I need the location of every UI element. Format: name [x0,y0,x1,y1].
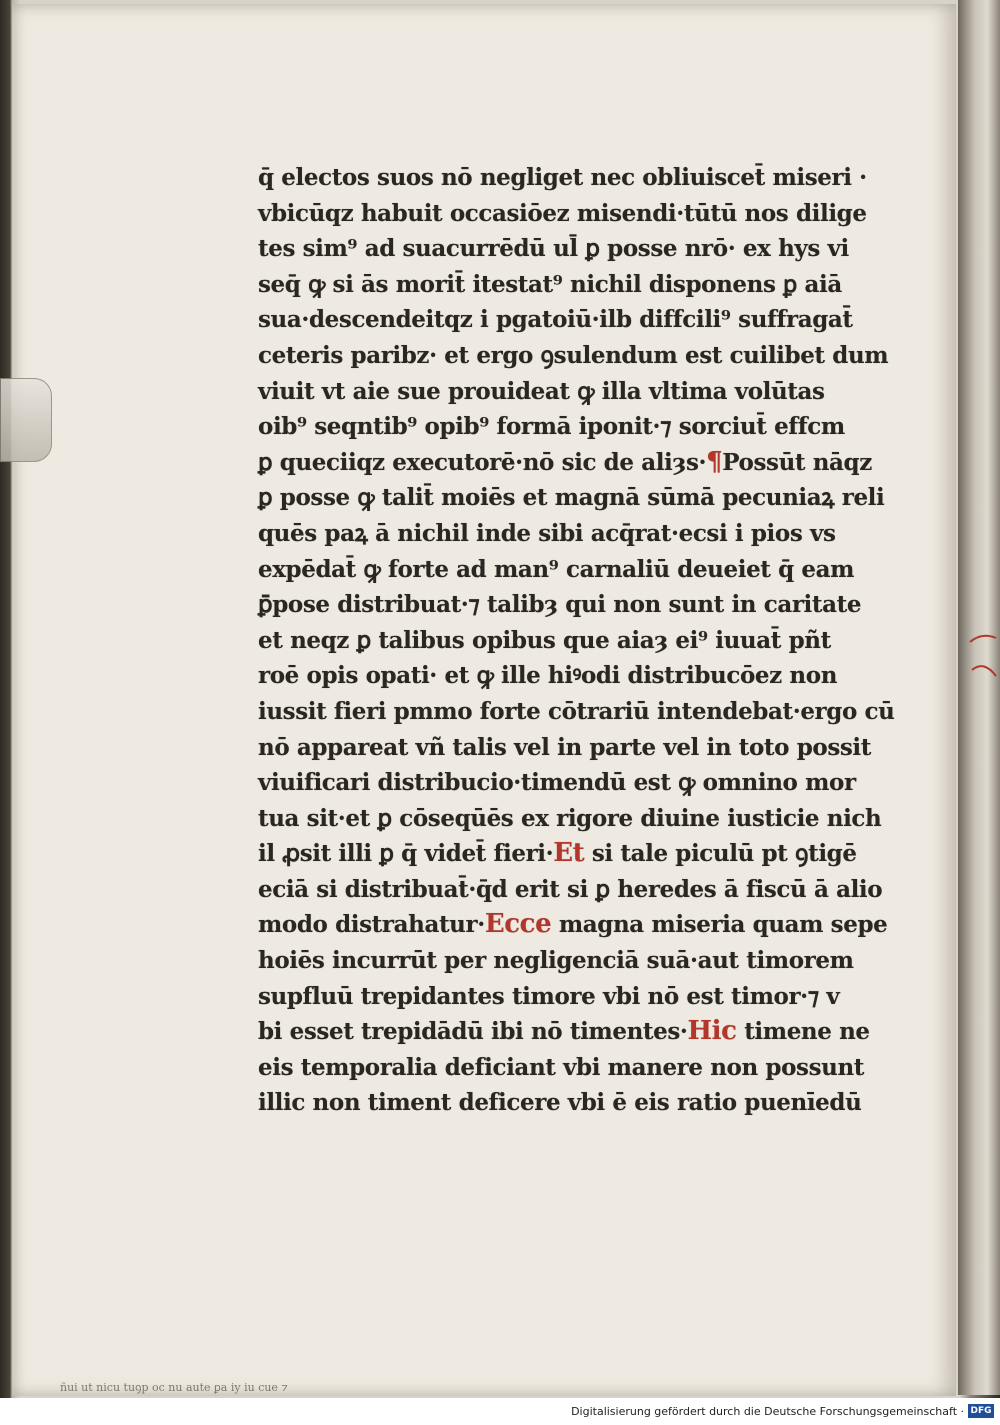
text-fragment: modo distrahatur· [258,911,485,939]
red-mark-icon [968,630,998,690]
text-line: iussit fieri pmmo forte cōtrariū intendebat·ergo cū [258,697,895,725]
text-line: eis temporalia deficiant vbi manere non possunt [258,1053,865,1081]
text-line: oib⁹ seqntib⁹ opib⁹ formā iponit·⁊ sorciut̄ effcm [258,413,845,441]
text-fragment: si tale piculū pt ꝯtigē [584,840,857,868]
text-fragment: Possūt nāqz [722,448,872,476]
rubric-initial: Hic [687,1016,737,1047]
rubric-initial: ¶ [706,446,723,477]
text-line: ꝑ posse ꝙ talit̄ moiēs et magnā sūmā pecuniaꝝ reli [258,484,885,512]
text-line: eciā si distribuat̄·q̄d erit si ꝑ heredes ā fiscū ā alio [258,875,883,903]
text-line: roē opis opati· et ꝙ ille hiꝰodi distribucōez non [258,662,838,690]
rubric-initial: Ecce [484,909,552,940]
text-fragment: magna miseria quam sepe [551,911,888,939]
text-line: viuit vt aie sue prouideat ꝙ illa vltima volūtas [258,377,825,405]
funding-credit: Digitalisierung gefördert durch die Deutsche Forschungsgemeinschaft · [571,1405,964,1418]
text-line: quēs paꝝ ā nichil inde sibi acq̄rat·ecsi i pios vs [258,519,836,547]
text-line [258,445,872,481]
text-line: seq̄ ꝙ si ās morit̄ itestat⁹ nichil disponens ꝑ aiā [258,270,842,298]
bleed-through-text: ñui ut nicu tuꝯp oc nu aute ꝑa iy iu cue ⁊ [60,1381,288,1394]
text-line: vbicūqz habuit occasiōez misendi·tūtū nos dilige [258,199,867,227]
text-fragment: ꝑ queciiqz executorē·nō sic de aliȝs· [258,448,707,476]
text-line: sua·descendeitqz i pgatoiū·ilb diffcili⁹ suffragat̄ [258,306,853,334]
text-line: ceteris paribz· et ergo ꝯsulendum est cuilibet dum [258,341,889,369]
text-line: tua sit·et ꝑ cōseqūēs ex rigore diuine iusticie nich [258,804,882,832]
text-line: et neqz ꝑ talibus opibus que aiaȝ ei⁹ iuuat̄ pñt [258,626,831,654]
text-line: ꝑ̄pose distribuat·⁊ talibȝ qui non sunt in caritate [258,591,862,619]
text-line: nō appareat vñ talis vel in parte vel in toto possit [258,733,871,761]
text-line [258,836,857,872]
adjacent-page-edge [958,0,1000,1395]
text-line: tes sim⁹ ad suacurrēdū ul̄ ꝑ posse nrō· ex hys vi [258,235,849,263]
text-line: illic non timent deficere vbi ē eis ratio puenīedū [258,1089,862,1117]
text-fragment: bi esset trepidādū ibi nō timentes· [258,1018,688,1046]
text-line [258,907,888,943]
text-line: hoiēs incurrūt per negligenciā suā·aut timorem [258,947,854,975]
rubric-initial: Et [553,838,585,869]
book-clasp [0,378,52,462]
text-line [258,1014,870,1050]
text-fragment: timene ne [736,1018,870,1046]
text-line: q̄ electos suos nō negliget nec obliuiscet̄ miseri · [258,164,867,191]
text-line: viuificari distribucio·timendū est ꝙ omnino mor [258,769,856,797]
text-line: supfluū trepidantes timore vbi nō est timor·⁊ v [258,982,840,1010]
text-block [258,160,895,1121]
dfg-logo-icon: DFG [968,1404,994,1418]
text-line: expēdat̄ ꝙ forte ad man⁹ carnaliū deueiet q̄ eam [258,555,855,583]
text-fragment: il ꝓsit illi ꝑ q̄ videt̄ fieri· [258,840,554,868]
